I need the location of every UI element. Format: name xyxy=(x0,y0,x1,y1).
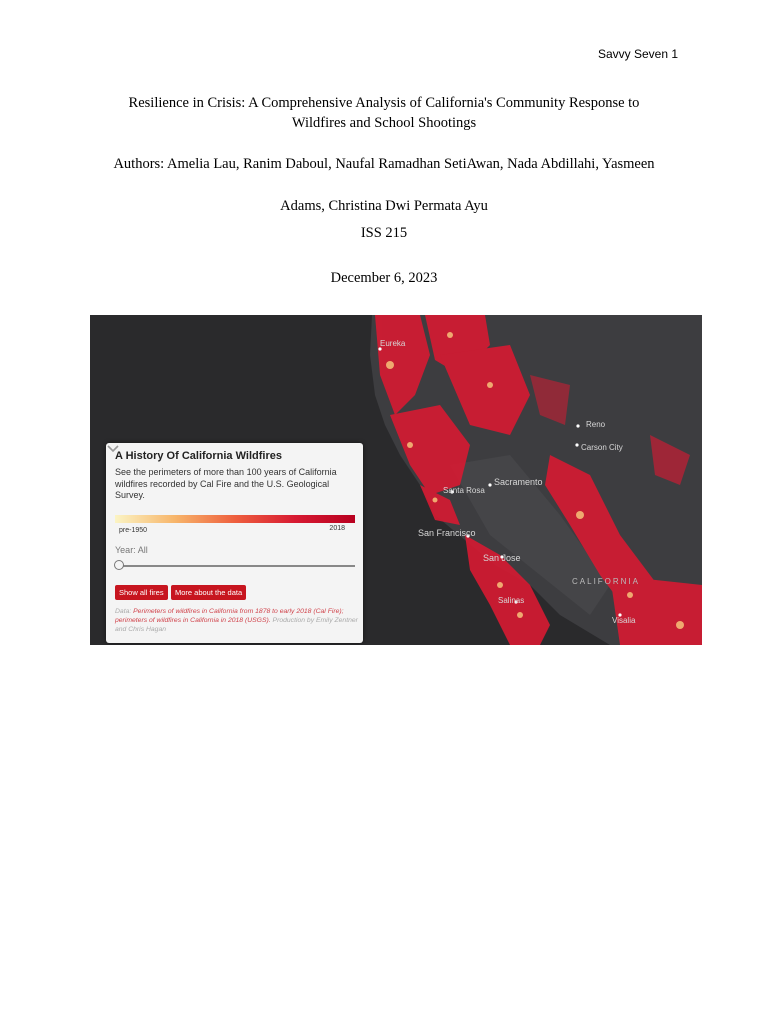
year-color-legend xyxy=(115,515,355,523)
show-all-fires-button[interactable]: Show all fires xyxy=(115,585,168,600)
city-san-jose: San Jose xyxy=(483,553,521,563)
city-santa-rosa: Santa Rosa xyxy=(443,486,485,495)
production-credit: Production by Emily Zentner and Chris Hagan xyxy=(115,617,358,633)
more-about-data-button[interactable]: More about the data xyxy=(171,585,246,600)
year-label: Year: All xyxy=(115,545,148,555)
region-california: CALIFORNIA xyxy=(572,577,641,586)
city-salinas: Salinas xyxy=(498,596,525,605)
city-san-francisco: San Francisco xyxy=(418,528,476,538)
panel-title: A History Of California Wildfires xyxy=(115,450,282,462)
source-prefix: Data: xyxy=(115,608,132,615)
legend-high-label: 2018 xyxy=(329,525,345,532)
legend-low-label: pre-1950 xyxy=(119,527,148,534)
course-code: ISS 215 xyxy=(360,225,408,241)
title-line-1: Resilience in Crisis: A Comprehensive Analysis of California's Community Response to xyxy=(128,95,640,111)
city-sacramento: Sacramento xyxy=(494,477,543,487)
title-line-2: Wildfires and School Shootings xyxy=(291,115,477,131)
running-head: Savvy Seven 1 xyxy=(597,47,678,61)
wildfire-info-panel xyxy=(106,443,363,643)
chevron-down-icon[interactable] xyxy=(106,443,120,455)
city-carson-city: Carson City xyxy=(581,443,623,452)
year-slider-handle[interactable] xyxy=(114,560,124,570)
authors xyxy=(90,143,678,227)
source-text[interactable]: Perimeters of wildfires in California from 1878 to early 2018 (Cal Fire); perimeters of wildfires in California in 2018 (USGS). xyxy=(115,608,344,624)
city-reno: Reno xyxy=(586,420,606,429)
document-date: December 6, 2023 xyxy=(330,270,438,286)
city-eureka: Eureka xyxy=(380,339,406,348)
year-slider-track[interactable] xyxy=(118,565,355,567)
wildfire-map-figure xyxy=(90,315,702,645)
authors-line-1: Authors: Amelia Lau, Ranim Daboul, Naufal Ramadhan SetiAwan, Nada Abdillahi, Yasmeen xyxy=(113,156,655,172)
authors-line-2: Adams, Christina Dwi Permata Ayu xyxy=(280,198,488,214)
panel-description: See the perimeters of more than 100 years of California wildfires recorded by Cal Fire and the U.S. Geological Survey. xyxy=(115,467,337,500)
panel-source xyxy=(115,607,359,634)
document-title xyxy=(90,93,678,133)
city-visalia: Visalia xyxy=(612,616,636,625)
